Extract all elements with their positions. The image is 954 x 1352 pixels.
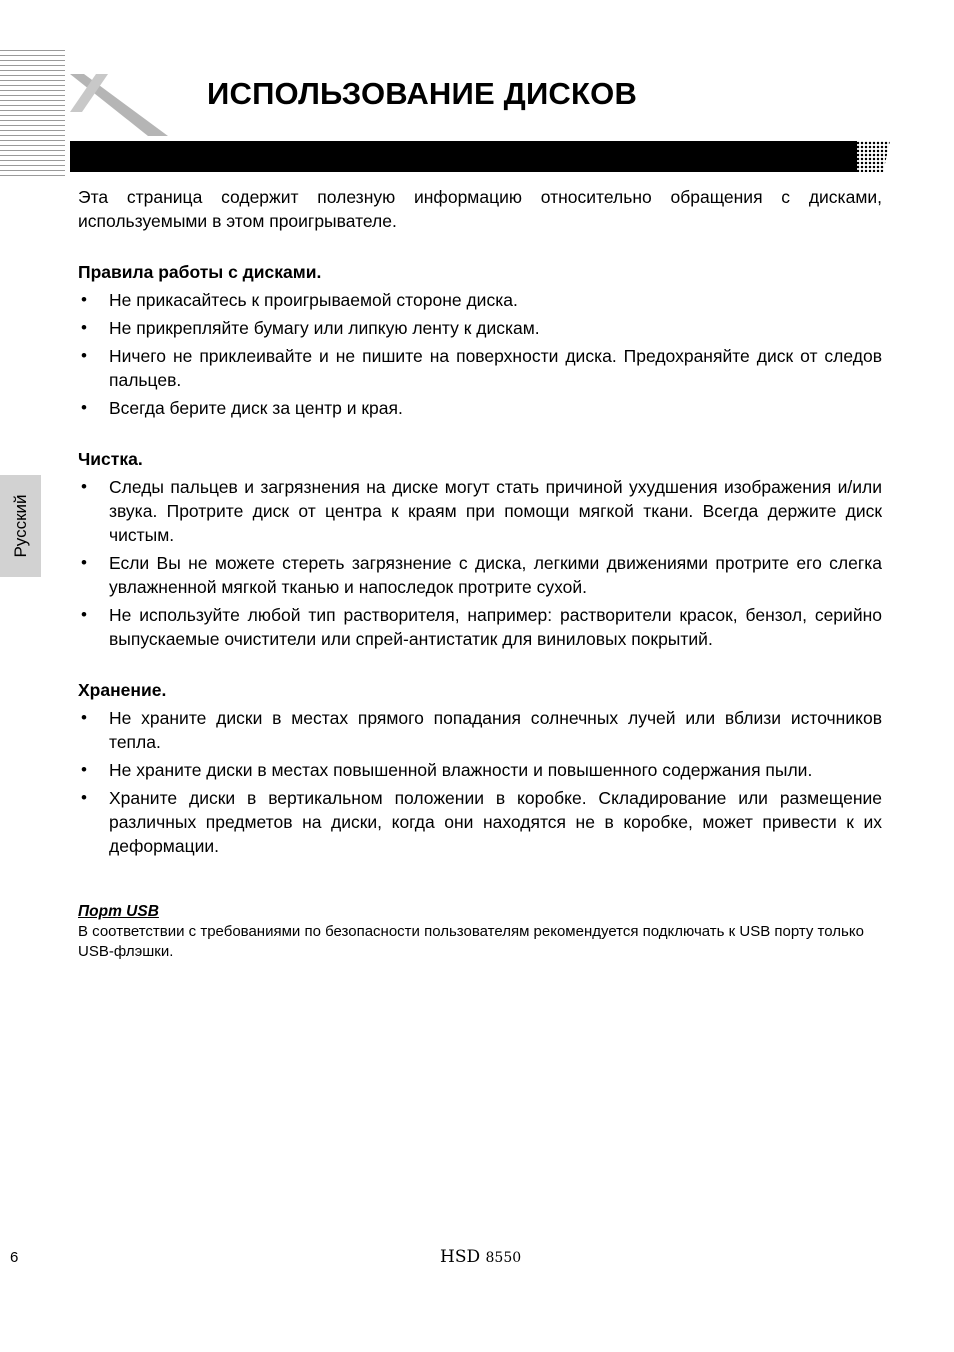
list-item: • Если Вы не можете стереть загрязнение с диска, легкими движениями протрите его слегка увлажненной мягкой тканью и напоследок протрите сухой.: [81, 553, 882, 597]
bullet-icon: •: [81, 346, 87, 365]
bullet-icon: •: [81, 708, 87, 727]
bullet-icon: •: [81, 290, 87, 309]
page-number: 6: [10, 1249, 19, 1266]
intro-paragraph: Эта страница содержит полезную информацию относительно обращения с дисками, используемыми в этом проигрывателе.: [78, 187, 882, 231]
usb-note-text: В соответствии с требованиями по безопасности пользователям рекомендуется подключать к USB порту только USB-флэшки.: [78, 923, 864, 960]
bullet-icon: •: [81, 477, 87, 496]
list-item: • Ничего не приклеивайте и не пишите на поверхности диска. Предохраняйте диск от следов пальцев.: [81, 346, 882, 390]
model-prefix: HSD: [440, 1247, 481, 1267]
section-heading-cleaning: Чистка.: [78, 449, 143, 469]
list-item: • Следы пальцев и загрязнения на диске могут стать причиной ухудшения изображения и/или звука. Протрите диск от центра к краям при помощи мягкой ткани. Всегда держите диск чистым.: [81, 477, 882, 545]
bullet-icon: •: [81, 760, 87, 779]
list-item: • Не храните диски в местах прямого попадания солнечных лучей или вблизи источников тепла.: [81, 708, 882, 752]
language-tab: [0, 475, 41, 577]
list-item: • Не храните диски в местах повышенной влажности и повышенного содержания пыли.: [81, 760, 813, 780]
main-content: [78, 185, 882, 962]
bullet-icon: •: [81, 788, 87, 807]
storage-list: [78, 706, 882, 858]
bullet-icon: •: [81, 398, 87, 417]
list-item: • Не прикрепляйте бумагу или липкую ленту к дискам.: [81, 318, 540, 338]
section-heading-storage: Хранение.: [78, 680, 167, 700]
page-title: ИСПОЛЬЗОВАНИЕ ДИСКОВ: [207, 76, 638, 111]
header-decorative-stripes: [0, 50, 65, 178]
list-item: • Всегда берите диск за центр и края.: [81, 398, 403, 418]
handling-list: [78, 288, 882, 420]
list-item: • Храните диски в вертикальном положении в коробке. Складирование или размещение различных предметов на диски, когда они находятся не в коробке, может привести к их деформации.: [81, 788, 882, 856]
title-bar-dot-pattern: [852, 141, 890, 172]
x-brand-logo-icon: [70, 74, 168, 138]
list-item: • Не прикасайтесь к проигрываемой стороне диска.: [81, 290, 518, 310]
usb-note-title: Порт USB: [78, 903, 159, 920]
title-bar: [70, 141, 857, 172]
bullet-icon: •: [81, 553, 87, 572]
bullet-icon: •: [81, 318, 87, 337]
model-number: 8550: [485, 1250, 522, 1266]
bullet-icon: •: [81, 605, 87, 624]
section-heading-handling: Правила работы с дисками.: [78, 262, 322, 282]
language-tab-label: Русский: [10, 494, 30, 558]
cleaning-list: [78, 475, 882, 651]
list-item: • Не используйте любой тип растворителя, например: растворители красок, бензол, серийно выпускаемые очистители или спрей-антистатик для виниловых покрытий.: [81, 605, 882, 649]
footer-model-name: [440, 1247, 521, 1267]
